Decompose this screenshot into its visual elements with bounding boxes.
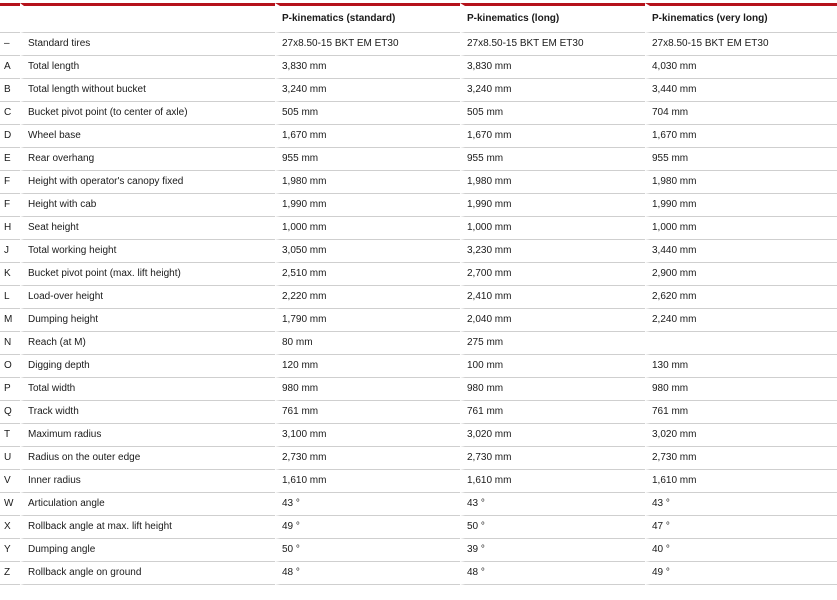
row-value-very-long: 1,000 mm <box>645 217 837 240</box>
row-code: J <box>0 240 20 263</box>
row-label: Height with operator's canopy fixed <box>20 171 275 194</box>
row-code: T <box>0 424 20 447</box>
row-code: – <box>0 33 20 56</box>
table-row <box>0 516 837 539</box>
row-value-standard: 505 mm <box>275 102 460 125</box>
row-value-standard: 3,100 mm <box>275 424 460 447</box>
row-value-standard: 43 ° <box>275 493 460 516</box>
row-value-standard: 1,990 mm <box>275 194 460 217</box>
row-value-long: 48 ° <box>460 562 645 585</box>
row-value-very-long <box>645 332 837 355</box>
row-label: Digging depth <box>20 355 275 378</box>
row-value-very-long: 130 mm <box>645 355 837 378</box>
row-value-long: 3,230 mm <box>460 240 645 263</box>
table-row <box>0 194 837 217</box>
row-value-very-long: 1,980 mm <box>645 171 837 194</box>
row-value-standard: 980 mm <box>275 378 460 401</box>
row-label: Wheel base <box>20 125 275 148</box>
table-row <box>0 470 837 493</box>
row-code: A <box>0 56 20 79</box>
table-row <box>0 263 837 286</box>
row-code: M <box>0 309 20 332</box>
header-code <box>0 3 20 33</box>
row-value-standard: 955 mm <box>275 148 460 171</box>
table-row <box>0 148 837 171</box>
table-row <box>0 240 837 263</box>
row-value-long: 761 mm <box>460 401 645 424</box>
row-value-standard: 3,240 mm <box>275 79 460 102</box>
row-code: C <box>0 102 20 125</box>
table-row <box>0 56 837 79</box>
row-code: W <box>0 493 20 516</box>
row-value-very-long: 980 mm <box>645 378 837 401</box>
row-code: Z <box>0 562 20 585</box>
table-row <box>0 125 837 148</box>
row-code: E <box>0 148 20 171</box>
row-label: Reach (at M) <box>20 332 275 355</box>
row-value-standard: 1,980 mm <box>275 171 460 194</box>
row-code: V <box>0 470 20 493</box>
row-value-very-long: 27x8.50-15 BKT EM ET30 <box>645 33 837 56</box>
row-value-very-long: 2,620 mm <box>645 286 837 309</box>
table-row <box>0 424 837 447</box>
row-value-long: 50 ° <box>460 516 645 539</box>
row-value-standard: 1,670 mm <box>275 125 460 148</box>
row-value-very-long: 4,030 mm <box>645 56 837 79</box>
row-value-long: 3,830 mm <box>460 56 645 79</box>
header-label <box>20 3 275 33</box>
row-value-long: 2,410 mm <box>460 286 645 309</box>
row-value-long: 955 mm <box>460 148 645 171</box>
row-value-long: 1,990 mm <box>460 194 645 217</box>
row-label: Articulation angle <box>20 493 275 516</box>
row-label: Total length without bucket <box>20 79 275 102</box>
table-body <box>0 33 837 585</box>
row-label: Seat height <box>20 217 275 240</box>
row-code: F <box>0 171 20 194</box>
table-row <box>0 401 837 424</box>
table-row <box>0 355 837 378</box>
table-row <box>0 539 837 562</box>
row-label: Bucket pivot point (to center of axle) <box>20 102 275 125</box>
row-value-standard: 3,830 mm <box>275 56 460 79</box>
row-label: Load-over height <box>20 286 275 309</box>
table-row <box>0 493 837 516</box>
row-label: Rollback angle on ground <box>20 562 275 585</box>
row-value-very-long: 47 ° <box>645 516 837 539</box>
row-label: Radius on the outer edge <box>20 447 275 470</box>
row-value-standard: 2,510 mm <box>275 263 460 286</box>
row-value-standard: 48 ° <box>275 562 460 585</box>
row-value-standard: 80 mm <box>275 332 460 355</box>
table-row <box>0 286 837 309</box>
table-row <box>0 309 837 332</box>
row-label: Standard tires <box>20 33 275 56</box>
row-value-long: 100 mm <box>460 355 645 378</box>
row-label: Rear overhang <box>20 148 275 171</box>
row-code: N <box>0 332 20 355</box>
header-p-kinematics-very-long: P-kinematics (very long) <box>645 3 837 33</box>
row-value-very-long: 3,440 mm <box>645 240 837 263</box>
row-value-long: 39 ° <box>460 539 645 562</box>
table-row <box>0 447 837 470</box>
row-label: Dumping angle <box>20 539 275 562</box>
row-label: Track width <box>20 401 275 424</box>
row-value-long: 43 ° <box>460 493 645 516</box>
row-code: K <box>0 263 20 286</box>
row-value-long: 505 mm <box>460 102 645 125</box>
row-value-very-long: 43 ° <box>645 493 837 516</box>
row-value-standard: 50 ° <box>275 539 460 562</box>
table-row <box>0 79 837 102</box>
row-value-very-long: 1,990 mm <box>645 194 837 217</box>
row-value-very-long: 3,440 mm <box>645 79 837 102</box>
row-label: Rollback angle at max. lift height <box>20 516 275 539</box>
row-code: B <box>0 79 20 102</box>
dimensions-table <box>0 3 837 585</box>
row-value-long: 27x8.50-15 BKT EM ET30 <box>460 33 645 56</box>
row-value-long: 3,240 mm <box>460 79 645 102</box>
row-code: X <box>0 516 20 539</box>
row-value-very-long: 2,730 mm <box>645 447 837 470</box>
table-row <box>0 171 837 194</box>
row-value-very-long: 704 mm <box>645 102 837 125</box>
header-p-kinematics-standard: P-kinematics (standard) <box>275 3 460 33</box>
row-code: D <box>0 125 20 148</box>
row-value-very-long: 40 ° <box>645 539 837 562</box>
row-value-standard: 2,730 mm <box>275 447 460 470</box>
row-label: Height with cab <box>20 194 275 217</box>
row-value-long: 275 mm <box>460 332 645 355</box>
row-code: Q <box>0 401 20 424</box>
row-value-standard: 2,220 mm <box>275 286 460 309</box>
row-value-long: 980 mm <box>460 378 645 401</box>
row-code: P <box>0 378 20 401</box>
header-p-kinematics-long: P-kinematics (long) <box>460 3 645 33</box>
row-value-standard: 120 mm <box>275 355 460 378</box>
table-row <box>0 332 837 355</box>
table-row <box>0 378 837 401</box>
row-value-standard: 3,050 mm <box>275 240 460 263</box>
table-row <box>0 217 837 240</box>
row-code: F <box>0 194 20 217</box>
row-value-standard: 1,000 mm <box>275 217 460 240</box>
row-value-long: 1,610 mm <box>460 470 645 493</box>
row-value-very-long: 1,610 mm <box>645 470 837 493</box>
row-value-very-long: 1,670 mm <box>645 125 837 148</box>
row-value-standard: 1,790 mm <box>275 309 460 332</box>
row-value-long: 1,670 mm <box>460 125 645 148</box>
row-value-standard: 27x8.50-15 BKT EM ET30 <box>275 33 460 56</box>
row-value-very-long: 49 ° <box>645 562 837 585</box>
table-row <box>0 102 837 125</box>
row-label: Dumping height <box>20 309 275 332</box>
row-label: Total width <box>20 378 275 401</box>
row-value-long: 2,730 mm <box>460 447 645 470</box>
row-value-long: 2,700 mm <box>460 263 645 286</box>
row-label: Total working height <box>20 240 275 263</box>
row-code: U <box>0 447 20 470</box>
row-value-long: 2,040 mm <box>460 309 645 332</box>
row-value-long: 3,020 mm <box>460 424 645 447</box>
row-label: Bucket pivot point (max. lift height) <box>20 263 275 286</box>
row-value-very-long: 3,020 mm <box>645 424 837 447</box>
row-value-very-long: 761 mm <box>645 401 837 424</box>
row-value-very-long: 2,900 mm <box>645 263 837 286</box>
header-row <box>0 3 837 33</box>
row-label: Inner radius <box>20 470 275 493</box>
row-code: L <box>0 286 20 309</box>
row-value-very-long: 2,240 mm <box>645 309 837 332</box>
row-code: Y <box>0 539 20 562</box>
row-code: H <box>0 217 20 240</box>
row-value-very-long: 955 mm <box>645 148 837 171</box>
row-value-long: 1,000 mm <box>460 217 645 240</box>
row-label: Total length <box>20 56 275 79</box>
table-row <box>0 562 837 585</box>
table-row <box>0 33 837 56</box>
row-value-standard: 761 mm <box>275 401 460 424</box>
row-code: O <box>0 355 20 378</box>
row-value-long: 1,980 mm <box>460 171 645 194</box>
row-label: Maximum radius <box>20 424 275 447</box>
row-value-standard: 49 ° <box>275 516 460 539</box>
row-value-standard: 1,610 mm <box>275 470 460 493</box>
